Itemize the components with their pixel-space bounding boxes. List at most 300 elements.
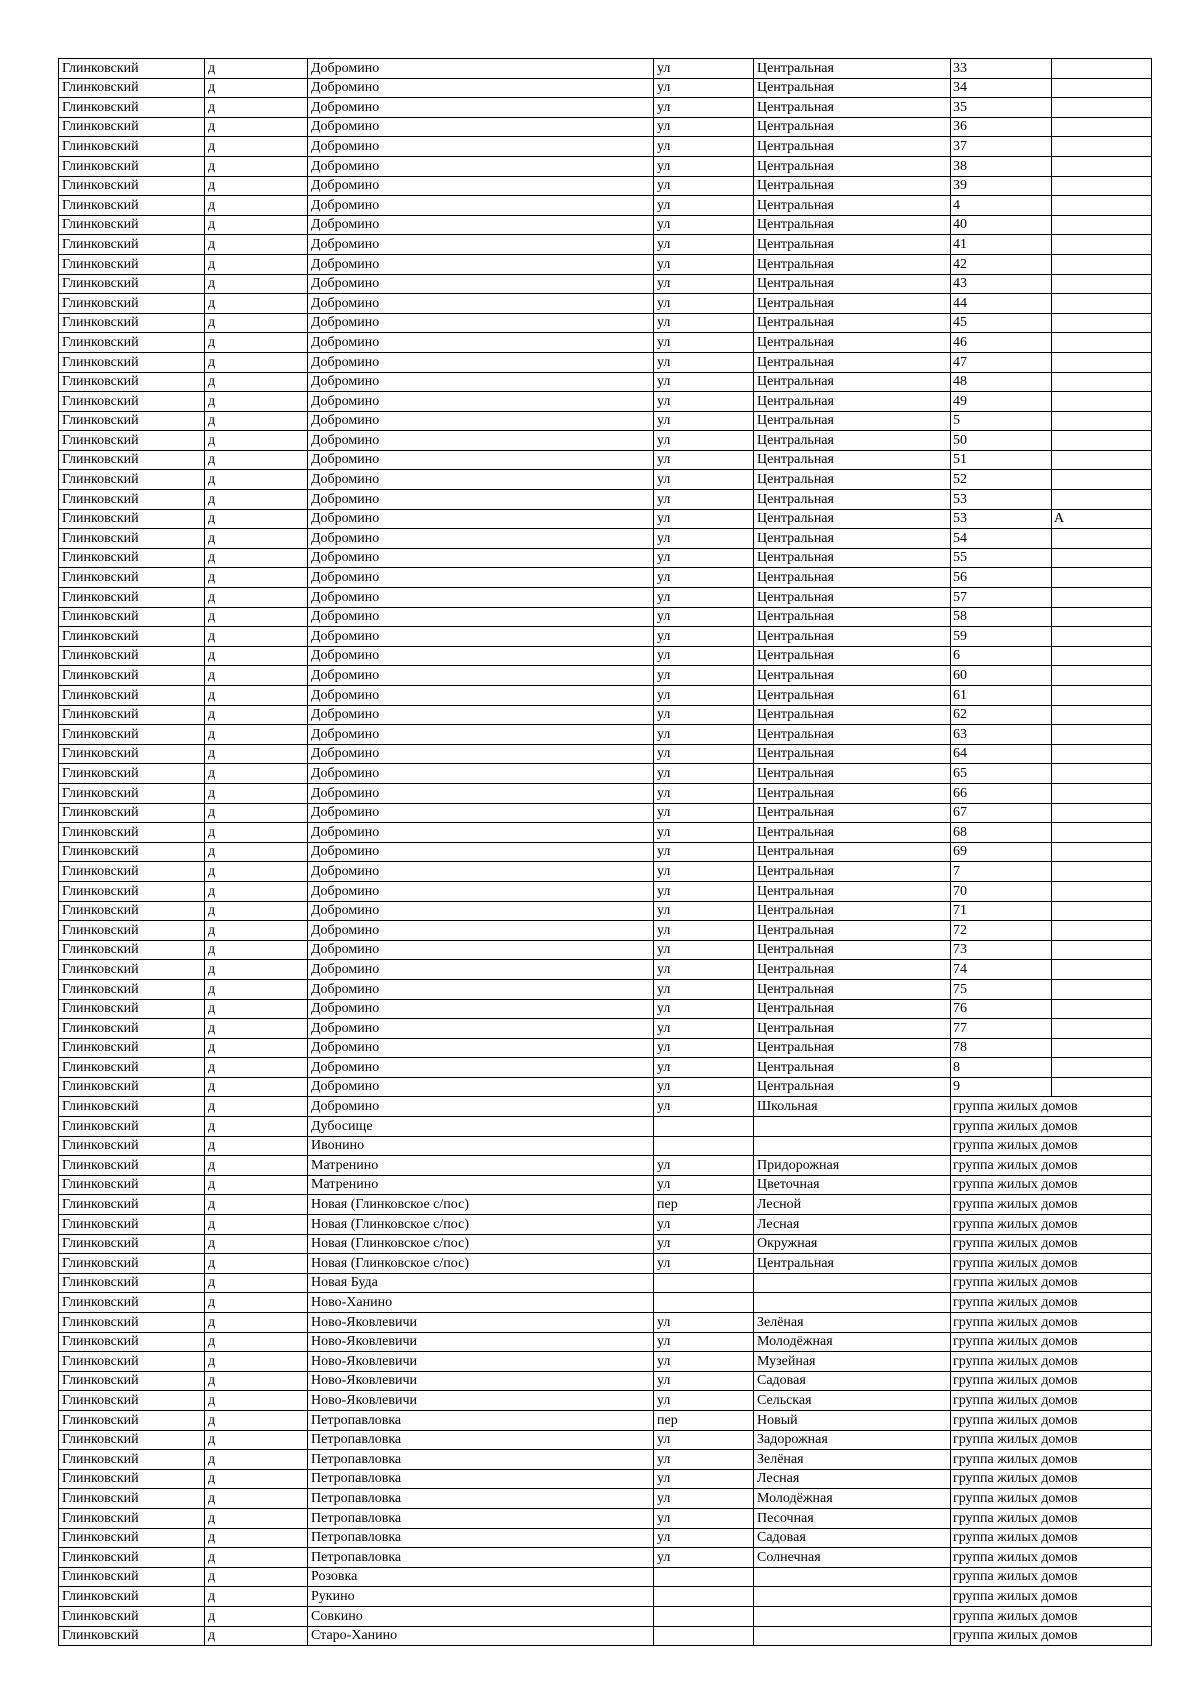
house-number-cell: 56: [951, 568, 1052, 588]
table-row: [59, 254, 1152, 274]
table-row: [59, 176, 1152, 196]
settlement-name-cell: Добромино: [308, 509, 654, 529]
district-cell: Глинковский: [59, 529, 205, 549]
table-row: [59, 215, 1152, 235]
settlement-type-cell: д: [205, 333, 308, 353]
street-type-cell: ул: [654, 666, 754, 686]
table-row: [59, 274, 1152, 294]
table-row: [59, 156, 1152, 176]
building-group-cell: группа жилых домов: [951, 1626, 1152, 1646]
street-type-cell: ул: [654, 921, 754, 941]
table-row: [59, 666, 1152, 686]
table-row: [59, 294, 1152, 314]
house-letter-cell: [1052, 979, 1152, 999]
house-number-cell: 9: [951, 1077, 1052, 1097]
street-name-cell: Центральная: [754, 842, 951, 862]
settlement-name-cell: Добромино: [308, 999, 654, 1019]
table-row: [59, 431, 1152, 451]
address-table: [58, 58, 1152, 1646]
district-cell: Глинковский: [59, 235, 205, 255]
house-letter-cell: [1052, 156, 1152, 176]
district-cell: Глинковский: [59, 333, 205, 353]
house-number-cell: 49: [951, 392, 1052, 412]
table-row: [59, 1508, 1152, 1528]
house-letter-cell: [1052, 98, 1152, 118]
house-letter-cell: [1052, 568, 1152, 588]
house-number-cell: 46: [951, 333, 1052, 353]
street-type-cell: ул: [654, 588, 754, 608]
settlement-type-cell: д: [205, 490, 308, 510]
house-letter-cell: [1052, 764, 1152, 784]
street-type-cell: пер: [654, 1195, 754, 1215]
settlement-type-cell: д: [205, 1038, 308, 1058]
street-name-cell: Школьная: [754, 1097, 951, 1117]
table-row: [59, 1175, 1152, 1195]
district-cell: Глинковский: [59, 1019, 205, 1039]
district-cell: Глинковский: [59, 294, 205, 314]
house-number-cell: 75: [951, 979, 1052, 999]
street-type-cell: ул: [654, 98, 754, 118]
table-row: [59, 411, 1152, 431]
district-cell: Глинковский: [59, 1077, 205, 1097]
house-number-cell: 62: [951, 705, 1052, 725]
district-cell: Глинковский: [59, 372, 205, 392]
house-letter-cell: А: [1052, 509, 1152, 529]
settlement-type-cell: д: [205, 313, 308, 333]
table-row: [59, 137, 1152, 157]
district-cell: Глинковский: [59, 627, 205, 647]
house-letter-cell: [1052, 215, 1152, 235]
settlement-type-cell: д: [205, 999, 308, 1019]
street-name-cell: Центральная: [754, 548, 951, 568]
table-row: [59, 1410, 1152, 1430]
district-cell: Глинковский: [59, 1175, 205, 1195]
street-type-cell: ул: [654, 783, 754, 803]
settlement-name-cell: Добромино: [308, 705, 654, 725]
house-letter-cell: [1052, 548, 1152, 568]
street-type-cell: ул: [654, 1371, 754, 1391]
district-cell: Глинковский: [59, 1587, 205, 1607]
settlement-name-cell: Добромино: [308, 1058, 654, 1078]
house-letter-cell: [1052, 686, 1152, 706]
street-name-cell: Молодёжная: [754, 1332, 951, 1352]
settlement-name-cell: Розовка: [308, 1567, 654, 1587]
table-row: [59, 1489, 1152, 1509]
table-row: [59, 627, 1152, 647]
street-name-cell: Центральная: [754, 450, 951, 470]
table-row: [59, 1391, 1152, 1411]
street-name-cell: Центральная: [754, 1254, 951, 1274]
street-name-cell: Молодёжная: [754, 1489, 951, 1509]
street-name-cell: Центральная: [754, 686, 951, 706]
district-cell: Глинковский: [59, 1097, 205, 1117]
street-name-cell: [754, 1273, 951, 1293]
house-number-cell: 63: [951, 725, 1052, 745]
building-group-cell: группа жилых домов: [951, 1352, 1152, 1372]
building-group-cell: группа жилых домов: [951, 1195, 1152, 1215]
settlement-type-cell: д: [205, 1450, 308, 1470]
house-number-cell: 66: [951, 783, 1052, 803]
table-row: [59, 1019, 1152, 1039]
house-number-cell: 68: [951, 823, 1052, 843]
street-name-cell: Центральная: [754, 411, 951, 431]
building-group-cell: группа жилых домов: [951, 1489, 1152, 1509]
street-type-cell: ул: [654, 705, 754, 725]
street-name-cell: Центральная: [754, 764, 951, 784]
settlement-name-cell: Ново-Яковлевичи: [308, 1352, 654, 1372]
street-name-cell: Центральная: [754, 196, 951, 216]
settlement-name-cell: Ново-Ханино: [308, 1293, 654, 1313]
street-name-cell: Центральная: [754, 627, 951, 647]
district-cell: Глинковский: [59, 274, 205, 294]
street-type-cell: ул: [654, 137, 754, 157]
table-row: [59, 1234, 1152, 1254]
settlement-type-cell: д: [205, 901, 308, 921]
house-letter-cell: [1052, 137, 1152, 157]
table-row: [59, 842, 1152, 862]
house-number-cell: 69: [951, 842, 1052, 862]
settlement-type-cell: д: [205, 1136, 308, 1156]
settlement-name-cell: Добромино: [308, 666, 654, 686]
street-name-cell: Центральная: [754, 215, 951, 235]
building-group-cell: группа жилых домов: [951, 1313, 1152, 1333]
house-letter-cell: [1052, 490, 1152, 510]
district-cell: Глинковский: [59, 1567, 205, 1587]
building-group-cell: группа жилых домов: [951, 1548, 1152, 1568]
street-type-cell: ул: [654, 764, 754, 784]
street-name-cell: Центральная: [754, 274, 951, 294]
settlement-name-cell: Добромино: [308, 1019, 654, 1039]
district-cell: Глинковский: [59, 1626, 205, 1646]
street-type-cell: ул: [654, 1352, 754, 1372]
district-cell: Глинковский: [59, 960, 205, 980]
settlement-type-cell: д: [205, 1097, 308, 1117]
settlement-type-cell: д: [205, 881, 308, 901]
house-number-cell: 47: [951, 352, 1052, 372]
house-number-cell: 45: [951, 313, 1052, 333]
street-name-cell: Центральная: [754, 1058, 951, 1078]
district-cell: Глинковский: [59, 98, 205, 118]
house-number-cell: 6: [951, 646, 1052, 666]
street-name-cell: Окружная: [754, 1234, 951, 1254]
street-type-cell: ул: [654, 274, 754, 294]
street-name-cell: Центральная: [754, 392, 951, 412]
district-cell: Глинковский: [59, 862, 205, 882]
building-group-cell: группа жилых домов: [951, 1371, 1152, 1391]
street-name-cell: Центральная: [754, 823, 951, 843]
street-type-cell: ул: [654, 529, 754, 549]
settlement-name-cell: Добромино: [308, 411, 654, 431]
settlement-name-cell: Ивонино: [308, 1136, 654, 1156]
settlement-type-cell: д: [205, 117, 308, 137]
district-cell: Глинковский: [59, 78, 205, 98]
district-cell: Глинковский: [59, 1430, 205, 1450]
street-name-cell: Центральная: [754, 725, 951, 745]
district-cell: Глинковский: [59, 881, 205, 901]
building-group-cell: группа жилых домов: [951, 1293, 1152, 1313]
street-name-cell: Центральная: [754, 235, 951, 255]
settlement-type-cell: д: [205, 1508, 308, 1528]
street-name-cell: Центральная: [754, 979, 951, 999]
street-type-cell: ул: [654, 960, 754, 980]
house-number-cell: 41: [951, 235, 1052, 255]
settlement-type-cell: д: [205, 1313, 308, 1333]
settlement-name-cell: Ново-Яковлевичи: [308, 1332, 654, 1352]
settlement-type-cell: д: [205, 450, 308, 470]
street-type-cell: ул: [654, 509, 754, 529]
street-type-cell: ул: [654, 235, 754, 255]
settlement-type-cell: д: [205, 1567, 308, 1587]
house-number-cell: 67: [951, 803, 1052, 823]
settlement-name-cell: Добромино: [308, 881, 654, 901]
street-type-cell: ул: [654, 686, 754, 706]
street-name-cell: Лесная: [754, 1215, 951, 1235]
district-cell: Глинковский: [59, 588, 205, 608]
settlement-type-cell: д: [205, 1273, 308, 1293]
district-cell: Глинковский: [59, 1293, 205, 1313]
street-name-cell: Центральная: [754, 176, 951, 196]
house-number-cell: 73: [951, 940, 1052, 960]
street-type-cell: [654, 1587, 754, 1607]
table-row: [59, 352, 1152, 372]
settlement-type-cell: д: [205, 254, 308, 274]
house-number-cell: 77: [951, 1019, 1052, 1039]
house-number-cell: 74: [951, 960, 1052, 980]
settlement-type-cell: д: [205, 921, 308, 941]
table-row: [59, 1117, 1152, 1137]
table-row: [59, 1293, 1152, 1313]
settlement-type-cell: д: [205, 979, 308, 999]
district-cell: Глинковский: [59, 940, 205, 960]
district-cell: Глинковский: [59, 392, 205, 412]
table-row: [59, 1450, 1152, 1470]
settlement-name-cell: Добромино: [308, 686, 654, 706]
settlement-type-cell: д: [205, 431, 308, 451]
street-name-cell: Зелёная: [754, 1450, 951, 1470]
settlement-name-cell: Добромино: [308, 1077, 654, 1097]
settlement-name-cell: Добромино: [308, 921, 654, 941]
table-row: [59, 881, 1152, 901]
table-row: [59, 529, 1152, 549]
building-group-cell: группа жилых домов: [951, 1332, 1152, 1352]
house-letter-cell: [1052, 921, 1152, 941]
settlement-name-cell: Добромино: [308, 568, 654, 588]
district-cell: Глинковский: [59, 490, 205, 510]
street-type-cell: ул: [654, 881, 754, 901]
settlement-type-cell: д: [205, 686, 308, 706]
street-name-cell: Центральная: [754, 705, 951, 725]
table-row: [59, 1332, 1152, 1352]
district-cell: Глинковский: [59, 1038, 205, 1058]
street-type-cell: ул: [654, 1332, 754, 1352]
address-table-body: [59, 59, 1152, 1646]
settlement-type-cell: д: [205, 764, 308, 784]
house-letter-cell: [1052, 744, 1152, 764]
settlement-name-cell: Добромино: [308, 117, 654, 137]
street-type-cell: ул: [654, 333, 754, 353]
street-type-cell: ул: [654, 999, 754, 1019]
settlement-name-cell: Добромино: [308, 59, 654, 79]
street-type-cell: ул: [654, 1038, 754, 1058]
street-name-cell: Центральная: [754, 1077, 951, 1097]
street-name-cell: Зелёная: [754, 1313, 951, 1333]
house-letter-cell: [1052, 254, 1152, 274]
street-type-cell: ул: [654, 59, 754, 79]
settlement-name-cell: Добромино: [308, 744, 654, 764]
house-number-cell: 65: [951, 764, 1052, 784]
settlement-name-cell: Матренино: [308, 1175, 654, 1195]
settlement-name-cell: Добромино: [308, 764, 654, 784]
street-name-cell: Музейная: [754, 1352, 951, 1372]
settlement-type-cell: д: [205, 1019, 308, 1039]
house-letter-cell: [1052, 78, 1152, 98]
district-cell: Глинковский: [59, 352, 205, 372]
house-letter-cell: [1052, 881, 1152, 901]
district-cell: Глинковский: [59, 431, 205, 451]
settlement-name-cell: Ново-Яковлевичи: [308, 1371, 654, 1391]
settlement-type-cell: д: [205, 627, 308, 647]
district-cell: Глинковский: [59, 1508, 205, 1528]
house-number-cell: 40: [951, 215, 1052, 235]
district-cell: Глинковский: [59, 979, 205, 999]
table-row: [59, 1567, 1152, 1587]
district-cell: Глинковский: [59, 1352, 205, 1372]
street-name-cell: Центральная: [754, 352, 951, 372]
table-row: [59, 98, 1152, 118]
street-name-cell: Центральная: [754, 313, 951, 333]
district-cell: Глинковский: [59, 470, 205, 490]
house-letter-cell: [1052, 333, 1152, 353]
settlement-name-cell: Добромино: [308, 196, 654, 216]
house-number-cell: 64: [951, 744, 1052, 764]
street-name-cell: Новый: [754, 1410, 951, 1430]
street-type-cell: ул: [654, 1156, 754, 1176]
settlement-name-cell: Петропавловка: [308, 1508, 654, 1528]
settlement-name-cell: Петропавловка: [308, 1548, 654, 1568]
settlement-type-cell: д: [205, 274, 308, 294]
settlement-name-cell: Добромино: [308, 842, 654, 862]
street-type-cell: [654, 1626, 754, 1646]
street-name-cell: Центральная: [754, 254, 951, 274]
settlement-name-cell: Петропавловка: [308, 1528, 654, 1548]
street-name-cell: [754, 1626, 951, 1646]
street-name-cell: Центральная: [754, 744, 951, 764]
street-name-cell: Центральная: [754, 999, 951, 1019]
building-group-cell: группа жилых домов: [951, 1391, 1152, 1411]
table-row: [59, 1430, 1152, 1450]
settlement-name-cell: Новая (Глинковское с/пос): [308, 1254, 654, 1274]
street-type-cell: ул: [654, 627, 754, 647]
settlement-type-cell: д: [205, 803, 308, 823]
settlement-name-cell: Добромино: [308, 1038, 654, 1058]
district-cell: Глинковский: [59, 803, 205, 823]
settlement-type-cell: д: [205, 960, 308, 980]
table-row: [59, 1195, 1152, 1215]
settlement-type-cell: д: [205, 744, 308, 764]
house-letter-cell: [1052, 842, 1152, 862]
settlement-type-cell: д: [205, 1469, 308, 1489]
building-group-cell: группа жилых домов: [951, 1136, 1152, 1156]
settlement-type-cell: д: [205, 783, 308, 803]
house-letter-cell: [1052, 411, 1152, 431]
street-type-cell: ул: [654, 392, 754, 412]
building-group-cell: группа жилых домов: [951, 1567, 1152, 1587]
house-letter-cell: [1052, 725, 1152, 745]
district-cell: Глинковский: [59, 59, 205, 79]
settlement-type-cell: д: [205, 529, 308, 549]
settlement-type-cell: д: [205, 666, 308, 686]
settlement-type-cell: д: [205, 235, 308, 255]
table-row: [59, 196, 1152, 216]
table-row: [59, 1215, 1152, 1235]
table-row: [59, 548, 1152, 568]
district-cell: Глинковский: [59, 744, 205, 764]
street-type-cell: ул: [654, 1548, 754, 1568]
street-type-cell: ул: [654, 979, 754, 999]
settlement-name-cell: Новая (Глинковское с/пос): [308, 1215, 654, 1235]
settlement-name-cell: Добромино: [308, 215, 654, 235]
building-group-cell: группа жилых домов: [951, 1410, 1152, 1430]
house-letter-cell: [1052, 627, 1152, 647]
table-row: [59, 568, 1152, 588]
street-type-cell: [654, 1136, 754, 1156]
street-type-cell: пер: [654, 1410, 754, 1430]
district-cell: Глинковский: [59, 1254, 205, 1274]
table-row: [59, 450, 1152, 470]
house-number-cell: 42: [951, 254, 1052, 274]
street-type-cell: ул: [654, 1077, 754, 1097]
street-name-cell: Центральная: [754, 960, 951, 980]
house-number-cell: 53: [951, 509, 1052, 529]
house-letter-cell: [1052, 940, 1152, 960]
settlement-type-cell: д: [205, 1175, 308, 1195]
street-name-cell: Лесная: [754, 1469, 951, 1489]
street-name-cell: Центральная: [754, 588, 951, 608]
settlement-type-cell: д: [205, 215, 308, 235]
district-cell: Глинковский: [59, 686, 205, 706]
settlement-name-cell: Ново-Яковлевичи: [308, 1313, 654, 1333]
settlement-name-cell: Добромино: [308, 607, 654, 627]
street-name-cell: [754, 1567, 951, 1587]
house-number-cell: 70: [951, 881, 1052, 901]
settlement-name-cell: Добромино: [308, 176, 654, 196]
street-type-cell: ул: [654, 117, 754, 137]
house-letter-cell: [1052, 352, 1152, 372]
settlement-name-cell: Добромино: [308, 333, 654, 353]
district-cell: Глинковский: [59, 783, 205, 803]
house-letter-cell: [1052, 470, 1152, 490]
street-type-cell: ул: [654, 1019, 754, 1039]
street-name-cell: Садовая: [754, 1371, 951, 1391]
street-type-cell: ул: [654, 1450, 754, 1470]
settlement-type-cell: д: [205, 1489, 308, 1509]
settlement-name-cell: Добромино: [308, 548, 654, 568]
house-letter-cell: [1052, 59, 1152, 79]
settlement-name-cell: Добромино: [308, 98, 654, 118]
table-row: [59, 921, 1152, 941]
street-name-cell: Центральная: [754, 490, 951, 510]
street-name-cell: Центральная: [754, 1038, 951, 1058]
settlement-type-cell: д: [205, 411, 308, 431]
street-type-cell: ул: [654, 313, 754, 333]
street-name-cell: Центральная: [754, 333, 951, 353]
house-number-cell: 72: [951, 921, 1052, 941]
street-type-cell: ул: [654, 450, 754, 470]
settlement-type-cell: д: [205, 372, 308, 392]
house-letter-cell: [1052, 450, 1152, 470]
street-name-cell: [754, 1293, 951, 1313]
street-name-cell: [754, 1117, 951, 1137]
